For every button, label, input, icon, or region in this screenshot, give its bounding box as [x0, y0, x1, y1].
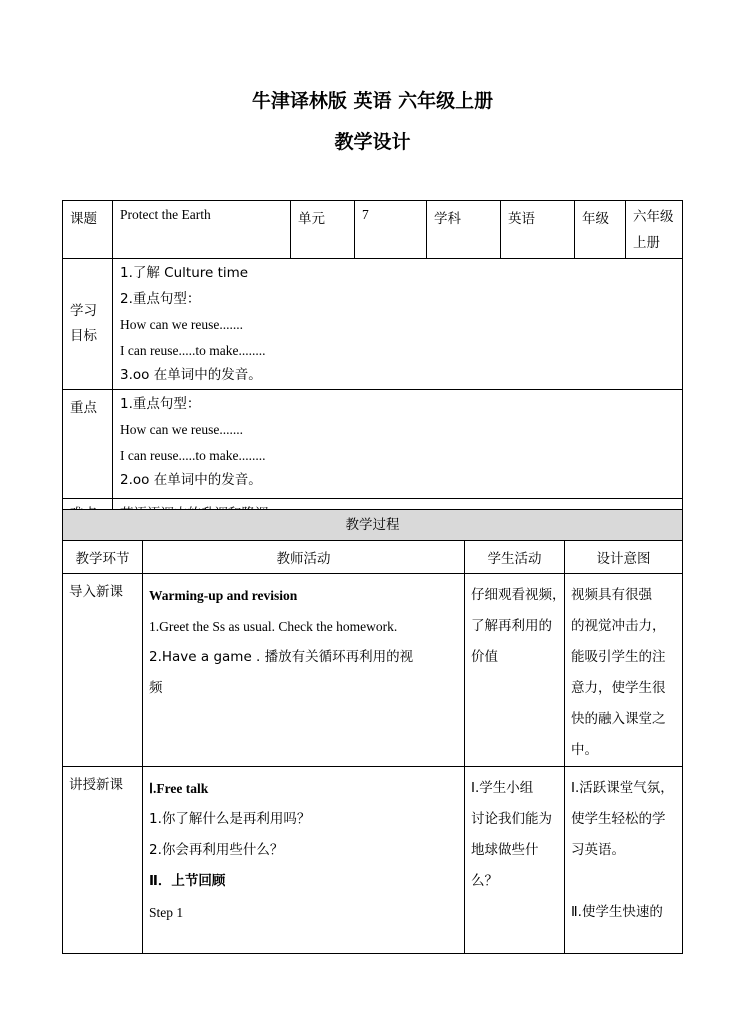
teacher-cell — [143, 574, 465, 767]
goals-line: I can reuse.....to make........ — [120, 342, 266, 358]
teacher-cell — [143, 767, 465, 954]
process-row-new-lesson — [63, 767, 683, 954]
topic-label: 课题 — [63, 201, 113, 259]
unit-label: 单元 — [291, 201, 355, 259]
header-intent: 设计意图 — [565, 541, 683, 574]
student-line: 了解再利用的 — [471, 618, 552, 634]
student-cell — [465, 767, 565, 954]
student-line: 讨论我们能为 — [471, 811, 552, 827]
lesson-info-table — [62, 200, 683, 526]
grade-label: 年级 — [575, 201, 626, 259]
teacher-line: 2.Have a game . 播放有关循环再利用的视 — [149, 649, 414, 665]
unit-value: 7 — [355, 201, 427, 259]
teacher-line: 1.Greet the Ss as usual. Check the homework. — [149, 619, 398, 634]
intent-cell — [565, 574, 683, 767]
intent-cell — [565, 767, 683, 954]
intent-line: 视频具有很强 — [571, 587, 652, 603]
intent-line: 能吸引学生的注 — [571, 649, 666, 665]
intent-line — [571, 866, 676, 897]
key-points-row — [63, 389, 683, 498]
intent-line: 中。 — [571, 742, 598, 758]
key-points-content — [113, 389, 683, 498]
intent-line: 快的融入课堂之 — [571, 711, 666, 727]
intent-line: 意力，使学生很 — [571, 680, 666, 696]
key-points-label: 重点 — [63, 389, 113, 498]
student-line: 价值 — [471, 649, 498, 665]
stage-cell: 导入新课 — [63, 574, 143, 767]
student-line: Ⅰ.学生小组 — [471, 780, 534, 796]
document-title: 牛津译林版 英语 六年级上册 — [251, 90, 494, 112]
goals-label-line2: 目标 — [70, 327, 97, 344]
key-points-line: How can we reuse....... — [120, 422, 243, 437]
intent-line: Ⅰ.活跃课堂气氛， — [571, 780, 674, 796]
subject-label: 学科 — [427, 201, 501, 259]
header-teacher: 教师活动 — [143, 541, 465, 574]
process-title: 教学过程 — [63, 510, 683, 541]
key-points-line: 2.oo 在单词中的发音。 — [120, 472, 262, 488]
process-header-row — [63, 541, 683, 574]
goals-line: How can we reuse....... — [120, 317, 243, 332]
intent-line: 习英语。 — [571, 842, 625, 858]
header-stage: 教学环节 — [63, 541, 143, 574]
teaching-process-table — [62, 509, 683, 954]
process-row-intro — [63, 574, 683, 767]
document-subtitle: 教学设计 — [334, 131, 411, 153]
teacher-line: Ⅰ.Free talk — [149, 781, 209, 796]
header-student: 学生活动 — [465, 541, 565, 574]
goals-label — [63, 259, 113, 390]
intent-line: Ⅱ.使学生快速的 — [571, 904, 663, 920]
goals-line: 1.了解 Culture time — [120, 265, 249, 281]
teacher-line: Ⅱ．上节回顾 — [149, 873, 226, 889]
student-line: 地球做些什 — [471, 842, 539, 858]
student-line: 么？ — [471, 873, 498, 889]
teacher-line: 2.你会再利用些什么？ — [149, 842, 284, 858]
teacher-line: Warming-up and revision — [149, 588, 298, 603]
goals-line: 2.重点句型： — [120, 290, 201, 307]
teacher-line: Step 1 — [149, 905, 184, 920]
info-row — [63, 201, 683, 259]
intent-line: 使学生轻松的学 — [571, 811, 666, 827]
key-points-line: 1.重点句型： — [120, 395, 201, 412]
topic-value: Protect the Earth — [113, 201, 291, 259]
goals-content — [113, 259, 683, 390]
student-cell — [465, 574, 565, 767]
goals-line: 3.oo 在单词中的发音。 — [120, 367, 262, 383]
stage-cell: 讲授新课 — [63, 767, 143, 954]
grade-value-line2: 上册 — [633, 235, 660, 251]
grade-value-line1: 六年级 — [633, 209, 674, 225]
subject-value: 英语 — [501, 201, 575, 259]
goals-label-line1: 学习 — [70, 302, 97, 319]
key-points-line: I can reuse.....to make........ — [120, 447, 266, 463]
intent-line: 的视觉冲击力， — [571, 618, 666, 634]
student-line: 仔细观看视频， — [471, 587, 566, 603]
teacher-line: 1.你了解什么是再利用吗？ — [149, 811, 311, 827]
grade-value — [626, 201, 683, 259]
teacher-line: 频 — [149, 680, 163, 696]
goals-row — [63, 259, 683, 390]
